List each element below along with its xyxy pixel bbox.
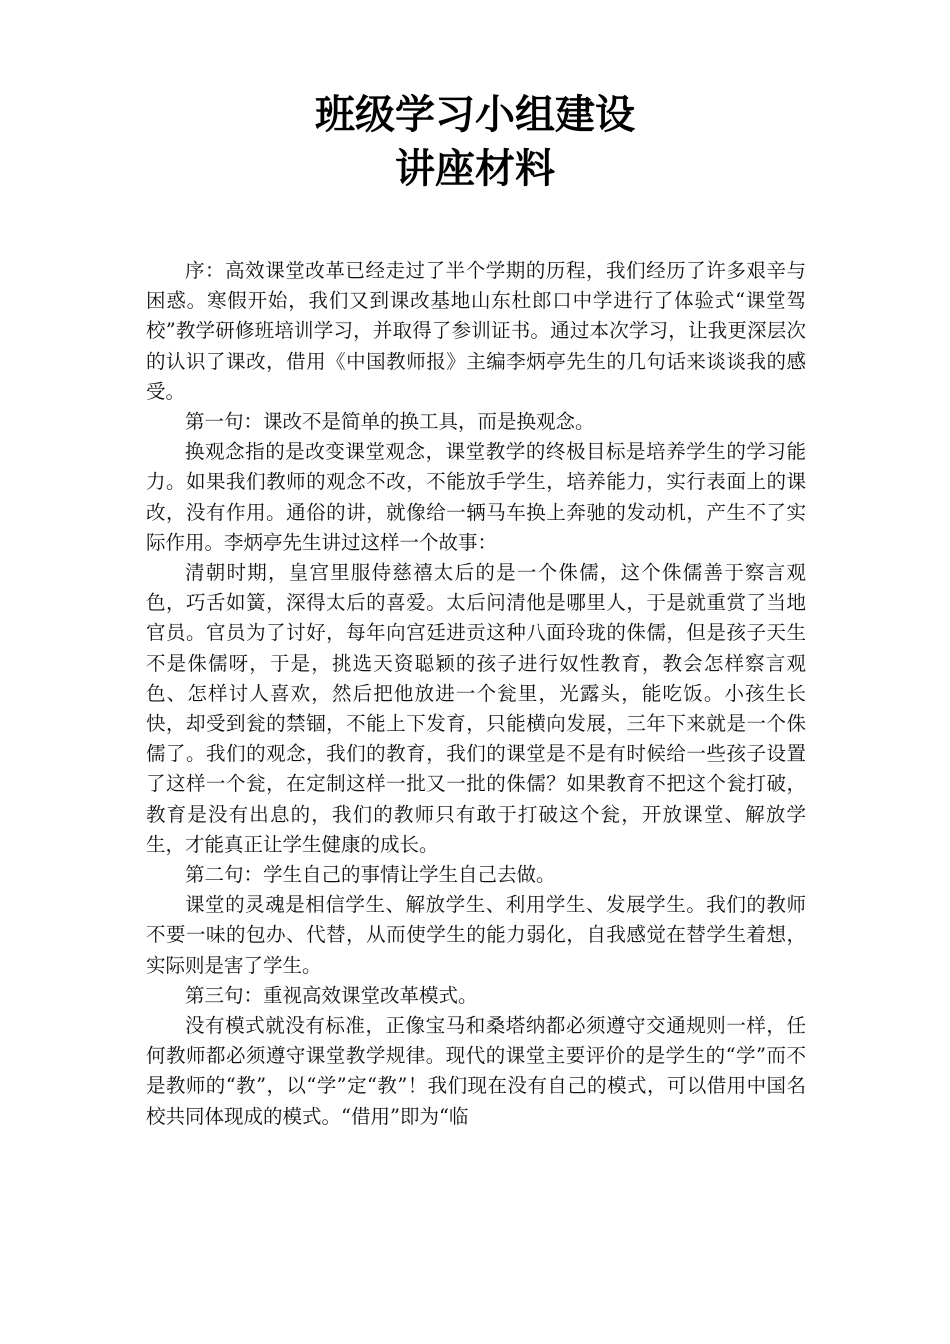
- paragraph-heading-second: 第二句：学生自己的事情让学生自己去做。: [185, 863, 556, 887]
- document-body: [146, 256, 806, 1132]
- paragraph-classroom-soul: 课堂的灵魂是相信学生、解放学生、利用学生、发展学生。我们的教师不要一味的包办、代替，从而使学生的能力弱化，自我感觉在替学生着想，实际则是害了学生。: [146, 893, 806, 977]
- paragraph-concept-change: 换观念指的是改变课堂观念，课堂教学的终极目标是培养学生的学习能力。如果我们教师的观念不改，不能放手学生，培养能力，实行表面上的课改，没有作用。通俗的讲，就像给一辆马车换上奔驰的发动机，产生不了实际作用。李炳亭先生讲过这样一个故事：: [146, 440, 806, 554]
- paragraph-story: 清朝时期，皇宫里服侍慈禧太后的是一个侏儒，这个侏儒善于察言观色，巧舌如簧，深得太后的喜爱。太后问清他是哪里人，于是就重赏了当地官员。官员为了讨好，每年向宫廷进贡这种八面玲珑的侏儒，但是孩子天生不是侏儒呀，于是，挑选天资聪颖的孩子进行奴性教育，教会怎样察言观色、怎样讨人喜欢，然后把他放进一个瓮里，光露头，能吃饭。小孩生长快，却受到瓮的禁锢，不能上下发育，只能横向发展，三年下来就是一个侏儒了。我们的观念，我们的教育，我们的课堂是不是有时候给一些孩子设置了这样一个瓮，在定制这样一批又一批的侏儒？如果教育不把这个瓮打破，教育是没有出息的，我们的教师只有敢于打破这个瓮，开放课堂、解放学生，才能真正让学生健康的成长。: [146, 561, 806, 856]
- paragraph-heading-third: 第三句：重视高效课堂改革模式。: [185, 983, 478, 1007]
- paragraph-preface: 序：高效课堂改革已经走过了半个学期的历程，我们经历了许多艰辛与困惑。寒假开始，我们又到课改基地山东杜郎口中学进行了体验式“课堂驾校”教学研修班培训学习，并取得了参训证书。通过本次学习，让我更深层次的认识了课改，借用《中国教师报》主编李炳亭先生的几句话来谈谈我的感受。: [146, 259, 806, 403]
- paragraph-model: 没有模式就没有标准，正像宝马和桑塔纳都必须遵守交通规则一样，任何教师都必须遵守课堂教学规律。现代的课堂主要评价的是学生的“学”而不是教师的“教”，以“学”定“教”！我们现在没有自己的模式，可以借用中国名校共同体现成的模式。“借用”即为“临: [146, 1014, 806, 1128]
- title-line-2: 讲座材料: [395, 146, 555, 192]
- paragraph-heading-first: 第一句：课改不是简单的换工具，而是换观念。: [185, 410, 595, 434]
- document-title: [0, 88, 950, 196]
- title-line-1: 班级学习小组建设: [315, 92, 635, 138]
